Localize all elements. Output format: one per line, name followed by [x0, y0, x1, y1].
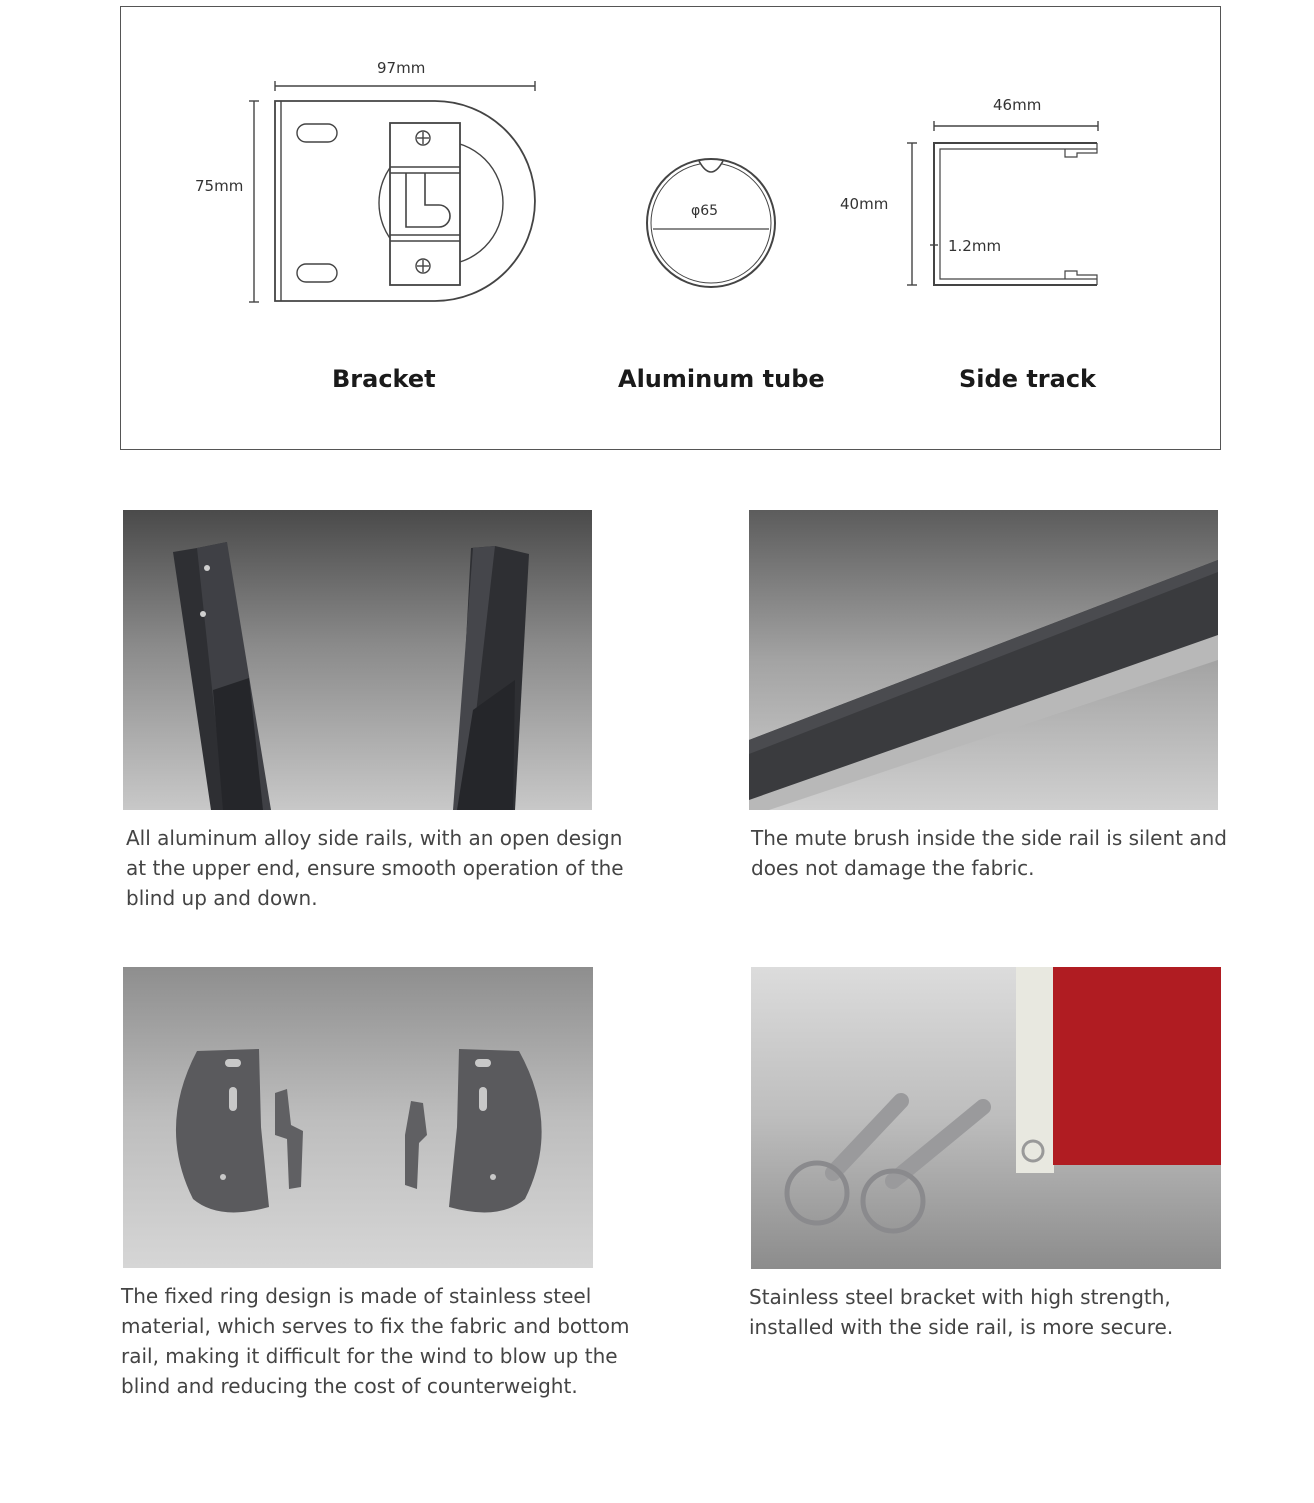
- stainless-bracket-caption: Stainless steel bracket with high strength, installed with the side rail, is more secure.: [749, 1285, 1174, 1339]
- dimension-diagram-panel: [120, 6, 1221, 450]
- bracket-width-label: 97mm: [377, 59, 426, 77]
- track-height-label: 40mm: [840, 195, 889, 213]
- mute-brush-photo: [749, 510, 1218, 810]
- aluminum-tube-label: Aluminum tube: [618, 365, 825, 393]
- bracket-height-label: 75mm: [195, 177, 244, 195]
- side-track-label: Side track: [959, 365, 1097, 393]
- track-width-label: 46mm: [993, 96, 1042, 114]
- track-thickness-label: 1.2mm: [948, 237, 1002, 255]
- side-rails-photo: [123, 510, 592, 810]
- bracket-label: Bracket: [332, 365, 436, 393]
- tube-diameter-label: φ65: [691, 203, 719, 219]
- fixed-ring-photo: [123, 967, 593, 1268]
- side-rails-caption: All aluminum alloy side rails, with an open design at the upper end, ensure smooth operation of the blind up and down.: [126, 826, 624, 910]
- stainless-bracket-photo: [751, 967, 1221, 1269]
- fixed-ring-caption: The fixed ring design is made of stainless steel material, which serves to fix the fabric and bottom rail, making it difficult for the wind to blow up the blind and reducing the cost of counterweight.: [121, 1284, 630, 1398]
- mute-brush-caption: The mute brush inside the side rail is silent and does not damage the fabric.: [751, 826, 1227, 880]
